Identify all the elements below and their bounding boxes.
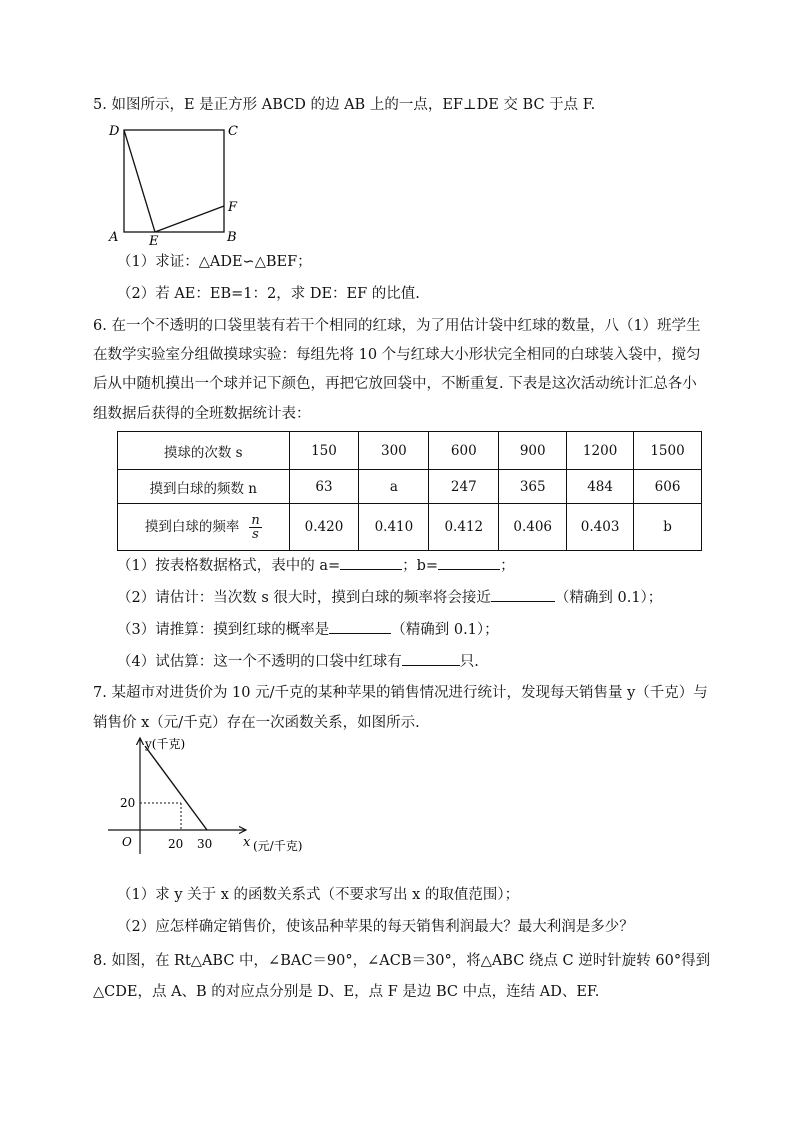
q6-part2-text-a: （2）请估计：当次数 s 很大时，摸到白球的频率将会接近 (117, 590, 491, 606)
table-cell: 0.403 (567, 504, 634, 551)
q5-part2: （2）若 AE：EB=1：2，求 DE：EF 的比值. (117, 286, 420, 302)
q7-part2: （2）应怎样确定销售价，使该品种苹果的每天销售利润最大？最大利润是多少？ (117, 919, 634, 935)
y-axis-label: y(千克) (145, 737, 186, 751)
answer-blank-frequency[interactable] (491, 587, 555, 602)
q6-part3-text-a: （3）请推算：摸到红球的概率是 (117, 622, 330, 638)
q6-part4-text-a: （4）试估算：这一个不透明的口袋中红球有 (117, 654, 402, 670)
q8-line1: 8. 如图，在 Rt△ABC 中，∠BAC＝90°，∠ACB＝30°，将△ABC 绕点 C 逆时针旋转 60°得到 (93, 953, 711, 969)
q6-part1-text-b: ；b= (402, 558, 439, 574)
q6-stem-line4: 组数据后获得的全班数据统计表： (93, 406, 311, 422)
q7-stem-line2: 销售价 x（元/千克）存在一次函数关系，如图所示. (93, 715, 420, 731)
table-cell: b (634, 504, 702, 551)
q7-part1: （1）求 y 关于 x 的函数关系式（不要求写出 x 的取值范围）； (117, 887, 520, 903)
q6-part1-text-c: ； (500, 558, 515, 574)
table-row-freqs (118, 504, 702, 551)
q7-stem-line1: 7. 某超市对进货价为 10 元/千克的某种苹果的销售情况进行统计，发现每天销售量 y（千克）与 (93, 685, 708, 701)
q6-data-table (117, 431, 702, 551)
fraction-numerator: n (251, 512, 260, 528)
segment-de (124, 130, 155, 232)
row-header-freqs (118, 504, 290, 551)
tick-x-30: 30 (197, 837, 213, 851)
table-cell: 0.410 (359, 504, 429, 551)
table-cell: 0.406 (499, 504, 567, 551)
q5-part1: （1）求证：△ADE∽△BEF； (117, 254, 312, 270)
label-f: F (228, 200, 238, 215)
table-cell: 150 (289, 432, 359, 470)
table-cell: 900 (499, 432, 567, 470)
row-header-trials: 摸球的次数 s (118, 432, 290, 470)
table-cell: 606 (634, 470, 702, 504)
table-cell: 0.420 (289, 504, 359, 551)
q6-part4 (117, 651, 479, 672)
answer-blank-b[interactable] (438, 555, 500, 570)
table-row-counts (118, 470, 702, 504)
fraction-n-over-s (249, 514, 261, 541)
answer-blank-probability[interactable] (329, 619, 391, 634)
function-line (145, 746, 207, 830)
table-cell: 600 (429, 432, 499, 470)
q6-part1 (117, 555, 515, 576)
q7-function-graph (108, 732, 328, 862)
x-axis-unit: (元/千克) (253, 839, 303, 853)
label-a: A (109, 230, 119, 245)
table-cell: 63 (289, 470, 359, 504)
tick-x-20: 20 (168, 837, 184, 851)
tick-y-20: 20 (120, 796, 136, 810)
table-cell: 0.412 (429, 504, 499, 551)
table-row-trials (118, 432, 702, 470)
q6-part3 (117, 619, 499, 640)
table-cell: 1500 (634, 432, 702, 470)
q6-stem-line1: 6. 在一个不透明的口袋里装有若干个相同的红球，为了用估计袋中红球的数量，八（1）班学生 (93, 318, 701, 334)
answer-blank-red-count[interactable] (402, 651, 460, 666)
table-cell: 247 (429, 470, 499, 504)
label-c: C (228, 124, 238, 139)
row-header-freqs-label: 摸到白球的频率 (144, 518, 240, 535)
x-axis-label: x (243, 835, 251, 850)
label-d: D (109, 124, 120, 139)
answer-blank-a[interactable] (340, 555, 402, 570)
q6-stem-line3: 后从中随机摸出一个球并记下颜色，再把它放回袋中，不断重复. 下表是这次活动统计汇总各小 (93, 376, 697, 392)
table-cell: 1200 (567, 432, 634, 470)
q5-square-figure (100, 118, 250, 248)
label-e: E (149, 234, 159, 248)
origin-label: O (122, 835, 132, 849)
table-cell: 300 (359, 432, 429, 470)
fraction-denominator: s (252, 526, 259, 542)
q6-part2-text-b: （精确到 0.1）； (554, 590, 663, 606)
label-b: B (227, 230, 237, 245)
q6-part1-text-a: （1）按表格数据格式，表中的 a= (117, 558, 341, 574)
q6-stem-line2: 在数学实验室分组做摸球实验：每组先将 10 个与红球大小形状完全相同的白球装入袋中，搅匀 (93, 347, 701, 363)
q6-part4-text-b: 只. (459, 654, 479, 670)
segment-ef (155, 206, 224, 232)
table-cell: 484 (567, 470, 634, 504)
q6-part2 (117, 587, 662, 608)
q8-line2: △CDE，点 A、B 的对应点分别是 D、E，点 F 是边 BC 中点，连结 AD、EF. (93, 984, 600, 1000)
q6-part3-text-b: （精确到 0.1）； (391, 622, 499, 638)
q5-stem: 5. 如图所示，E 是正方形 ABCD 的边 AB 上的一点，EF⊥DE 交 BC 于点 F. (93, 97, 596, 113)
table-cell: 365 (499, 470, 567, 504)
row-header-counts: 摸到白球的频数 n (118, 470, 290, 504)
table-cell: a (359, 470, 429, 504)
